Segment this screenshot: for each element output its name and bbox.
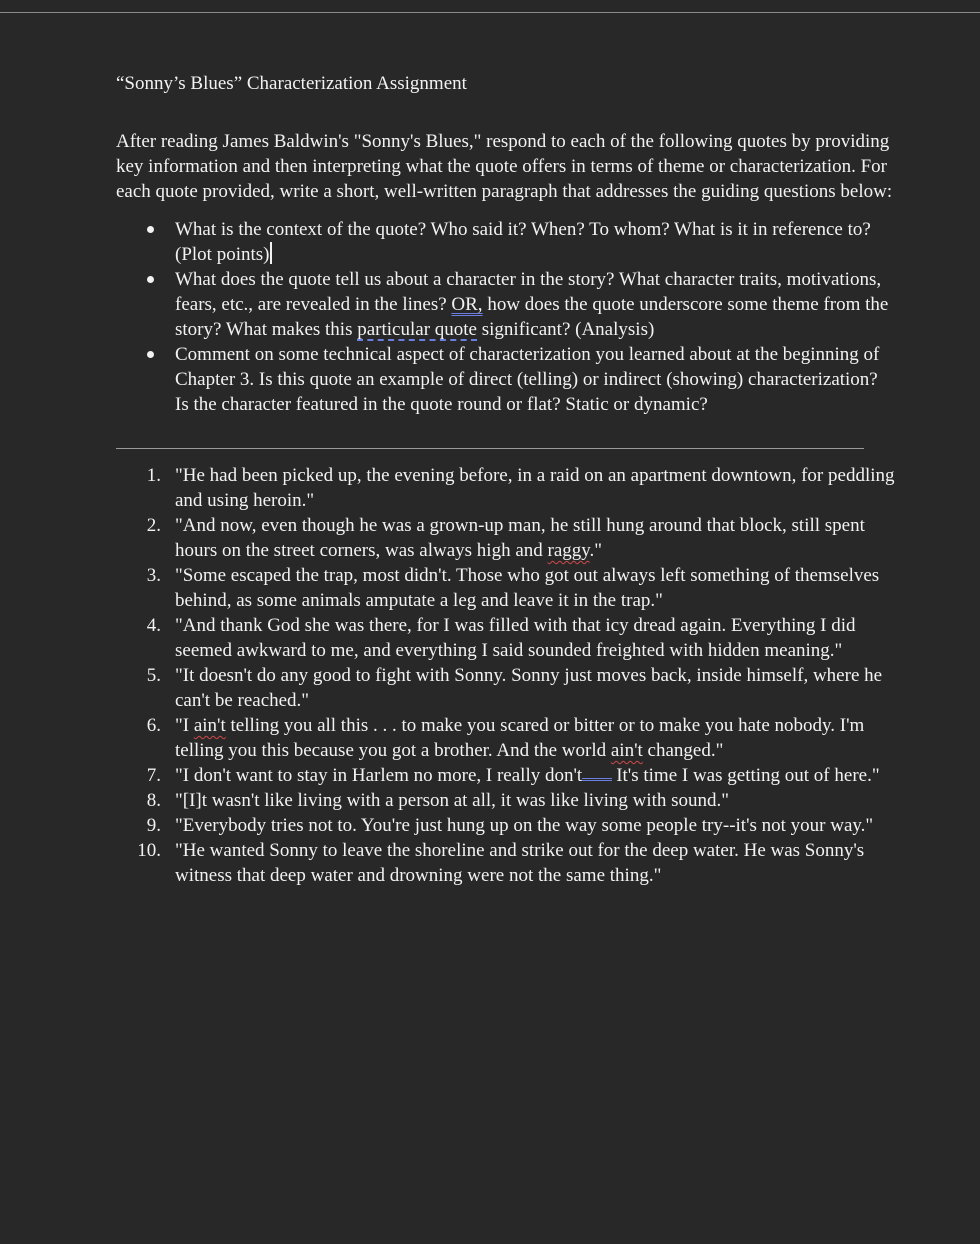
quote-item-10	[116, 838, 896, 888]
guiding-question-context-text: What is the context of the quote? Who said it? When? To whom? What is it in reference to? (Plot points)	[175, 219, 871, 265]
quote-item-4	[116, 613, 896, 663]
bullet-icon	[147, 226, 154, 233]
quote-item-1	[116, 463, 896, 513]
quote-number: 3.	[146, 565, 161, 586]
quote-item-8	[116, 788, 896, 813]
quote-text: "[I]t wasn't like living with a person at all, it was like living with sound."	[175, 790, 730, 811]
text-cursor	[270, 242, 272, 264]
quote-number: 6.	[146, 715, 161, 736]
quote-text-end: changed."	[642, 740, 724, 761]
quote-text: "He had been picked up, the evening before, in a raid on an apartment downtown, for peddling and using heroin."	[175, 465, 895, 511]
quote-item-5	[116, 663, 896, 713]
quote-item-3	[116, 563, 896, 613]
document-title: “Sonny’s Blues” Characterization Assignment	[116, 73, 467, 94]
quote-item-2	[116, 513, 896, 563]
quote-item-9	[116, 813, 896, 838]
guiding-question-context	[116, 217, 896, 267]
document-page[interactable]	[116, 71, 896, 888]
quote-number: 1.	[146, 465, 161, 486]
bullet-icon	[147, 351, 154, 358]
guiding-question-analysis-text-c: significant? (Analysis)	[477, 319, 655, 340]
quote-text-end: ."	[589, 540, 603, 561]
quotes-list	[116, 463, 896, 888]
spelling-error-aint-1[interactable]: ain't	[193, 715, 226, 736]
quote-number: 2.	[146, 515, 161, 536]
guiding-question-analysis-text-b: how does the quote underscore some theme from the story? What makes this	[175, 294, 889, 340]
intro-paragraph: After reading James Baldwin's "Sonny's Blues," respond to each of the following quotes by providing key information and then interpreting what the quote offers in terms of theme or characterization. For each quote provided, write a short, well-written paragraph that addresses the guiding questions below:	[116, 131, 893, 202]
grammar-suggestion-or[interactable]: OR,	[451, 294, 483, 315]
guiding-question-analysis-text-a: What does the quote tell us about a character in the story? What character traits, motivations, fears, etc., are revealed in the lines?	[175, 269, 882, 315]
grammar-suggestion-particular-quote[interactable]: particular quote	[357, 319, 477, 340]
quote-text: "I don't want to stay in Harlem no more, I really don't	[175, 765, 583, 786]
quote-item-6	[116, 713, 896, 763]
grammar-suggestion-punctuation[interactable]	[582, 772, 612, 781]
section-divider	[116, 448, 864, 449]
quote-number: 5.	[146, 665, 161, 686]
spelling-error-raggy[interactable]: raggy	[547, 540, 590, 561]
quote-text: "And now, even though he was a grown-up man, he still hung around that block, still spent hours on the street corners, was always high and	[175, 515, 865, 561]
quote-text: "Some escaped the trap, most didn't. Those who got out always left something of themselves behind, as some animals amputate a leg and leave it in the trap."	[175, 565, 880, 611]
quote-number: 7.	[146, 765, 161, 786]
quote-text: "It doesn't do any good to fight with Sonny. Sonny just moves back, inside himself, where he can't be reached."	[175, 665, 883, 711]
guiding-question-analysis	[116, 267, 896, 342]
quote-number: 10.	[137, 840, 161, 861]
quote-text: "He wanted Sonny to leave the shoreline and strike out for the deep water. He was Sonny's witness that deep water and drowning were not the same thing."	[175, 840, 865, 886]
quote-text: "Everybody tries not to. You're just hung up on the way some people try--it's not your way."	[175, 815, 874, 836]
quote-text-middle: telling you all this . . . to make you scared or bitter or to make you hate nobody. I'm telling you this because you got a brother. And the world	[175, 715, 865, 761]
guiding-questions-list	[116, 217, 896, 417]
spelling-error-aint-2[interactable]: ain't	[610, 740, 643, 761]
top-border-line	[0, 12, 980, 13]
quote-number: 8.	[146, 790, 161, 811]
quote-text: "And thank God she was there, for I was filled with that icy dread again. Everything I did seemed awkward to me, and everything I said sounded freighted with hidden meaning."	[175, 615, 856, 661]
quote-text-end: It's time I was getting out of here."	[616, 765, 880, 786]
guiding-question-technical	[116, 342, 896, 417]
guiding-question-technical-text: Comment on some technical aspect of characterization you learned about at the beginning of Chapter 3. Is this quote an example of direct (telling) or indirect (showing) characterization? Is the character featured in the quote round or flat? Static or dynamic?	[175, 344, 880, 415]
quote-item-7	[116, 763, 896, 788]
quote-number: 4.	[146, 615, 161, 636]
quote-text: "I	[175, 715, 194, 736]
bullet-icon	[147, 276, 154, 283]
quote-number: 9.	[146, 815, 161, 836]
